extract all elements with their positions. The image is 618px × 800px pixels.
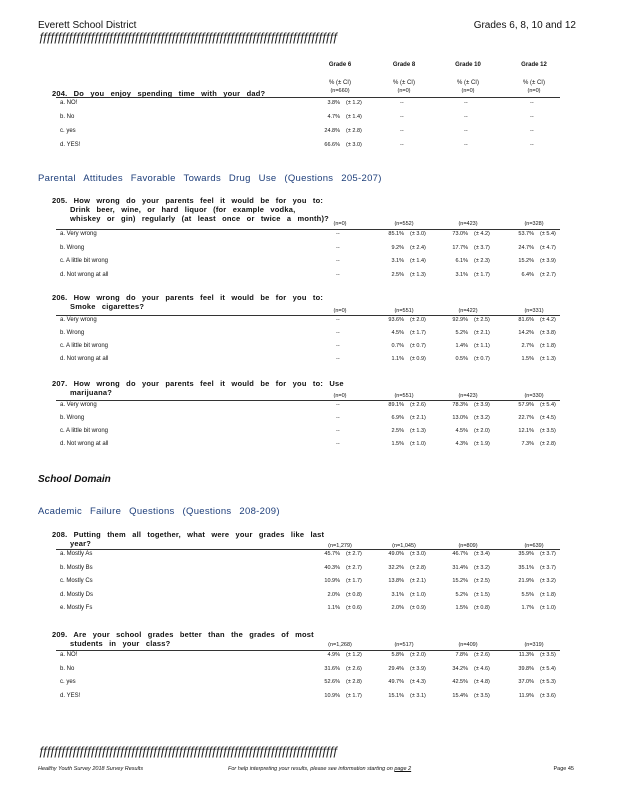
percent-value: -- [400,128,404,134]
percent-value: -- [336,356,340,362]
percent-value: 10.9% [324,692,340,699]
ci-value: (± 2.6) [410,402,426,408]
ci-value: (± 3.0) [346,142,362,148]
ci-value: (± 0.6) [346,605,362,611]
ci-value: (± 1.0) [410,591,426,598]
answer-option-label: d. Not wrong at all [60,441,109,447]
ci-value: (± 1.9) [474,441,490,447]
column-ci-header: % (± CI) [523,80,545,86]
ci-value: (± 5.3) [540,679,556,685]
percent-value: 35.1% [518,564,534,571]
percent-value: -- [530,114,534,120]
column-n: (n=639) [524,543,544,549]
column-n: (n=0) [527,88,541,94]
percent-value: 1.5% [455,605,468,611]
percent-value: 0.5% [455,356,468,362]
ci-value: (± 2.1) [410,578,426,584]
ci-value: (± 2.4) [410,244,426,251]
column-grade-header: Grade 12 [521,62,547,68]
percent-value: 7.8% [455,652,468,658]
ci-value: (± 3.9) [410,665,426,672]
ci-value: (± 3.9) [540,258,556,264]
question-title: 207. How wrong do your parents feel it would be for you to: Use [52,379,344,388]
percent-value: 2.0% [391,605,404,611]
percent-value: 46.7% [452,551,468,557]
percent-value: -- [400,142,404,148]
percent-value: 92.9% [452,317,468,323]
percent-value: 6.1% [455,258,468,264]
percent-value: 0.7% [391,343,404,349]
column-n: (n=551) [394,393,414,399]
ci-value: (± 2.7) [540,271,556,278]
footer-help-prefix: For help interpreting your results, please see information starting on [228,766,395,772]
ci-value: (± 1.8) [540,591,556,598]
column-n: (n=1,268) [328,642,352,648]
question-title: 209. Are your school grades better than the grades of most [52,630,314,639]
column-n: (n=552) [394,221,414,227]
percent-value: 35.9% [518,551,534,557]
ci-value: (± 3.2) [540,578,556,584]
question-title: students in your class? [70,639,171,648]
percent-value: 24.8% [324,128,340,134]
section-heading: Academic Failure Questions (Questions 208-209) [38,506,280,517]
ci-value: (± 1.2) [346,652,362,658]
percent-value: 9.2% [391,244,404,251]
question-title: 206. How wrong do your parents feel it would be for you to: [52,293,324,302]
ci-value: (± 4.5) [540,415,556,421]
answer-option-label: c. A little bit wrong [60,258,109,264]
answer-option-label: b. Wrong [60,330,85,336]
answer-option-label: d. YES! [60,142,81,148]
percent-value: 66.6% [324,142,340,148]
percent-value: -- [464,142,468,148]
percent-value: 13.0% [452,415,468,421]
ci-value: (± 3.2) [474,564,490,571]
ci-value: (± 1.2) [346,100,362,106]
percent-value: -- [336,343,340,349]
column-n: (n=517) [394,642,414,648]
percent-value: 15.1% [388,692,404,699]
ci-value: (± 2.8) [346,679,362,685]
percent-value: 6.4% [521,271,534,278]
column-grade-header: Grade 10 [455,62,481,68]
ci-value: (± 1.1) [474,343,490,349]
ci-value: (± 1.3) [410,428,426,434]
percent-value: 85.1% [388,231,404,237]
ci-value: (± 0.7) [474,356,490,362]
percent-value: -- [336,244,340,251]
ci-value: (± 2.0) [410,652,426,658]
percent-value: -- [336,402,340,408]
column-n: (n=809) [458,543,478,549]
ci-value: (± 2.5) [474,578,490,584]
ci-value: (± 4.2) [540,317,556,323]
column-n: (n=0) [333,221,347,227]
percent-value: 1.7% [521,605,534,611]
column-n: (n=1,279) [328,543,352,549]
answer-option-label: e. Mostly Fs [60,605,93,611]
column-ci-header: % (± CI) [457,80,479,86]
column-n: (n=0) [461,88,475,94]
column-ci-header: % (± CI) [329,80,351,86]
ci-value: (± 2.1) [474,330,490,336]
answer-option-label: a. Mostly As [60,551,93,557]
percent-value: 14.2% [518,330,534,336]
column-ci-header: % (± CI) [393,80,415,86]
ci-value: (± 1.7) [346,692,362,699]
ci-value: (± 5.4) [540,231,556,237]
section-heading: Parental Attitudes Favorable Towards Drug Use (Questions 205-207) [38,173,382,184]
percent-value: 52.6% [324,679,340,685]
ci-value: (± 3.9) [474,402,490,408]
percent-value: 11.9% [518,692,534,699]
answer-option-label: c. A little bit wrong [60,428,109,434]
column-n: (n=0) [333,308,347,314]
percent-value: 31.4% [452,564,468,571]
question-divider [56,650,560,651]
percent-value: -- [464,100,468,106]
ci-value: (± 2.6) [346,665,362,672]
district-name: Everett School District [38,20,137,31]
ci-value: (± 3.7) [540,564,556,571]
percent-value: -- [530,128,534,134]
percent-value: 5.8% [391,652,404,658]
answer-option-label: a. Very wrong [60,231,97,237]
ci-value: (± 2.0) [474,428,490,434]
percent-value: 78.3% [452,402,468,408]
percent-value: 6.9% [391,415,404,421]
percent-value: -- [400,100,404,106]
ci-value: (± 3.5) [474,692,490,699]
question-title: marijuana? [70,388,113,397]
ci-value: (± 4.6) [474,665,490,672]
percent-value: 2.5% [391,271,404,278]
percent-value: 2.7% [521,343,534,349]
percent-value: 57.9% [518,402,534,408]
percent-value: 4.7% [327,114,340,120]
ci-value: (± 2.1) [410,415,426,421]
percent-value: -- [336,415,340,421]
question-title: 204. Do you enjoy spending time with your dad? [52,89,266,98]
ci-value: (± 3.2) [474,415,490,421]
answer-option-label: b. Wrong [60,244,85,251]
percent-value: 1.4% [455,343,468,349]
percent-value: 15.4% [452,692,468,699]
ci-value: (± 2.7) [346,564,362,571]
question-divider [56,97,560,98]
percent-value: 3.1% [391,591,404,598]
ci-value: (± 2.7) [346,551,362,557]
percent-value: 89.1% [388,402,404,408]
percent-value: -- [336,231,340,237]
percent-value: -- [464,128,468,134]
percent-value: -- [336,330,340,336]
column-n: (n=330) [524,393,544,399]
percent-value: 3.8% [327,100,340,106]
column-n: (n=328) [524,221,544,227]
ci-value: (± 3.6) [540,692,556,699]
ci-value: (± 1.5) [474,591,490,598]
question-title: whiskey or gin) regularly (at least once or twice a month)? [70,214,329,223]
percent-value: 7.3% [521,441,534,447]
ci-value: (± 1.4) [410,258,426,264]
answer-option-label: d. YES! [60,692,81,699]
footer-survey-name: Healthy Youth Survey 2018 Survey Results [38,766,144,772]
footer-page-link[interactable]: page 2 [394,766,412,772]
ci-value: (± 2.8) [410,564,426,571]
ci-value: (± 0.9) [410,605,426,611]
percent-value: -- [464,114,468,120]
ci-value: (± 2.5) [474,317,490,323]
ci-value: (± 4.3) [410,679,426,685]
column-n: (n=423) [458,221,478,227]
percent-value: 40.3% [324,564,340,571]
ci-value: (± 1.3) [410,271,426,278]
percent-value: 32.2% [388,564,404,571]
ci-value: (± 4.2) [474,231,490,237]
percent-value: 37.0% [518,679,534,685]
answer-option-label: c. yes [60,128,76,134]
column-n: (n=331) [524,308,544,314]
ci-value: (± 4.8) [474,679,490,685]
question-divider [56,229,560,230]
percent-value: 1.5% [391,441,404,447]
column-n: (n=423) [458,393,478,399]
ci-value: (± 1.8) [540,343,556,349]
question-divider [56,315,560,316]
top-rule: ƒƒƒƒƒƒƒƒƒƒƒƒƒƒƒƒƒƒƒƒƒƒƒƒƒƒƒƒƒƒƒƒƒƒƒƒƒƒƒƒƒƒƒƒƒƒƒƒƒƒƒƒƒƒƒƒƒƒƒƒƒƒƒƒƒƒƒƒƒƒƒƒƒƒƒƒƒƒƒƒƒ [38,30,336,44]
percent-value: 22.7% [518,415,534,421]
domain-heading: School Domain [38,474,111,485]
answer-option-label: c. A little bit wrong [60,343,109,349]
ci-value: (± 3.1) [410,692,426,699]
answer-option-label: b. No [60,665,75,672]
percent-value: 1.1% [327,605,340,611]
question-title: year? [70,539,92,548]
percent-value: 5.5% [521,591,534,598]
percent-value: 45.7% [324,551,340,557]
percent-value: -- [336,441,340,447]
ci-value: (± 3.7) [474,244,490,251]
answer-option-label: a. NO! [60,100,78,106]
ci-value: (± 3.4) [474,551,490,557]
ci-value: (± 1.0) [540,605,556,611]
question-title: Drink beer, wine, or hard liquor (for example vodka, [70,205,296,214]
percent-value: 4.9% [327,652,340,658]
ci-value: (± 5.4) [540,402,556,408]
ci-value: (± 3.0) [410,551,426,557]
answer-option-label: a. Very wrong [60,317,97,323]
grades-label: Grades 6, 8, 10 and 12 [473,20,576,31]
percent-value: 3.1% [391,258,404,264]
ci-value: (± 0.8) [474,605,490,611]
column-n: (n=0) [333,393,347,399]
percent-value: -- [530,142,534,148]
ci-value: (± 3.0) [410,231,426,237]
percent-value: 29.4% [388,665,404,672]
percent-value: 1.5% [521,356,534,362]
footer-help-text [228,766,411,772]
column-n: (n=551) [394,308,414,314]
answer-option-label: b. Mostly Bs [60,564,93,571]
answer-option-label: c. Mostly Cs [60,578,93,584]
answer-option-label: b. Wrong [60,415,85,421]
answer-option-label: c. yes [60,679,76,685]
percent-value: 11.3% [518,652,534,658]
ci-value: (± 1.7) [346,578,362,584]
column-n: (n=660) [330,88,350,94]
percent-value: 53.7% [518,231,534,237]
percent-value: 39.8% [518,665,534,672]
ci-value: (± 3.8) [540,330,556,336]
ci-value: (± 2.8) [540,441,556,447]
column-n: (n=1,045) [392,543,416,549]
ci-value: (± 5.4) [540,665,556,672]
ci-value: (± 3.7) [540,551,556,557]
ci-value: (± 0.9) [410,356,426,362]
ci-value: (± 2.0) [410,317,426,323]
ci-value: (± 1.7) [410,330,426,336]
percent-value: -- [336,258,340,264]
percent-value: 49.0% [388,551,404,557]
percent-value: 5.2% [455,591,468,598]
percent-value: 1.1% [391,356,404,362]
answer-option-label: d. Not wrong at all [60,356,109,362]
column-n: (n=0) [397,88,411,94]
question-title: 205. How wrong do your parents feel it would be for you to: [52,196,324,205]
percent-value: 21.9% [518,578,534,584]
percent-value: -- [336,271,340,278]
percent-value: 5.2% [455,330,468,336]
percent-value: 42.5% [452,679,468,685]
ci-value: (± 0.7) [410,343,426,349]
percent-value: 10.9% [324,578,340,584]
bottom-rule: ƒƒƒƒƒƒƒƒƒƒƒƒƒƒƒƒƒƒƒƒƒƒƒƒƒƒƒƒƒƒƒƒƒƒƒƒƒƒƒƒƒƒƒƒƒƒƒƒƒƒƒƒƒƒƒƒƒƒƒƒƒƒƒƒƒƒƒƒƒƒƒƒƒƒƒƒƒƒƒƒƒ [38,744,336,758]
ci-value: (± 0.8) [346,591,362,598]
percent-value: 15.2% [452,578,468,584]
column-n: (n=409) [458,642,478,648]
column-grade-header: Grade 8 [392,62,416,68]
answer-option-label: a. NO! [60,652,78,658]
percent-value: -- [530,100,534,106]
percent-value: 2.5% [391,428,404,434]
percent-value: 3.1% [455,271,468,278]
ci-value: (± 3.5) [540,652,556,658]
percent-value: -- [400,114,404,120]
percent-value: 13.8% [388,578,404,584]
percent-value: 4.5% [455,428,468,434]
percent-value: 15.2% [518,258,534,264]
question-title: 208. Putting them all together, what were your grades like last [52,530,325,539]
column-n: (n=422) [458,308,478,314]
answer-option-label: d. Mostly Ds [60,591,94,598]
percent-value: 17.7% [452,244,468,251]
ci-value: (± 4.7) [540,244,556,251]
percent-value: 49.7% [388,679,404,685]
column-grade-header: Grade 6 [328,62,352,68]
answer-option-label: a. Very wrong [60,402,97,408]
answer-option-label: d. Not wrong at all [60,271,109,278]
ci-value: (± 1.0) [410,441,426,447]
footer-page-number: Page 45 [553,766,574,772]
percent-value: 24.7% [518,244,534,251]
percent-value: -- [336,317,340,323]
percent-value: 81.6% [518,317,534,323]
ci-value: (± 2.8) [346,128,362,134]
ci-value: (± 2.6) [474,652,490,658]
ci-value: (± 3.5) [540,428,556,434]
percent-value: 4.5% [391,330,404,336]
question-title: Smoke cigarettes? [70,302,145,311]
percent-value: 93.6% [388,317,404,323]
percent-value: 2.0% [327,591,340,598]
percent-value: 73.0% [452,231,468,237]
ci-value: (± 1.4) [346,114,362,120]
percent-value: 31.6% [324,665,340,672]
percent-value: -- [336,428,340,434]
question-divider [56,549,560,550]
answer-option-label: b. No [60,114,75,120]
ci-value: (± 1.7) [474,271,490,278]
ci-value: (± 1.3) [540,356,556,362]
ci-value: (± 2.3) [474,258,490,264]
percent-value: 12.1% [518,428,534,434]
question-divider [56,400,560,401]
percent-value: 34.2% [452,665,468,672]
percent-value: 4.3% [455,441,468,447]
column-n: (n=319) [524,642,544,648]
